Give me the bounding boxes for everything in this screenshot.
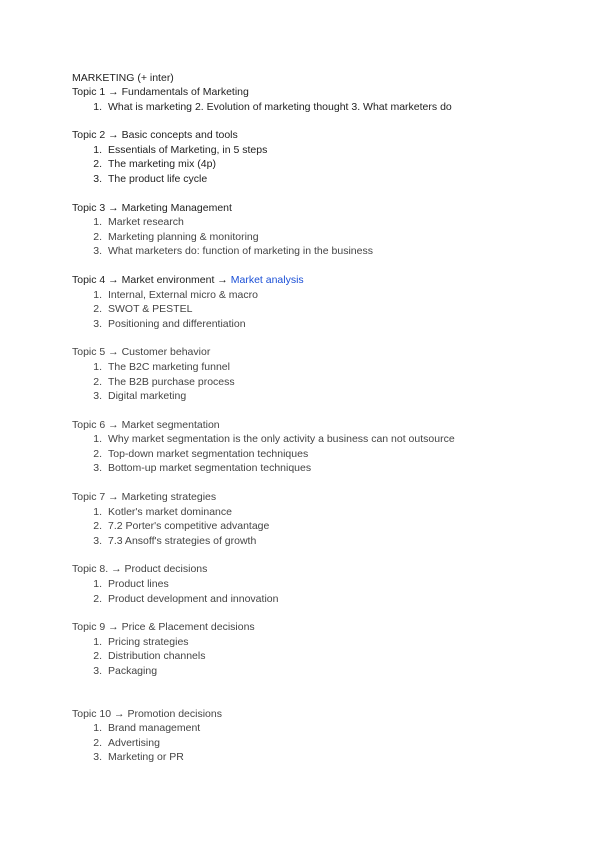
list-item-text: Product lines — [108, 578, 169, 591]
list-item: 3. Positioning and differentiation — [93, 317, 246, 330]
document-title: MARKETING (+ inter) — [72, 72, 174, 84]
topic-9 — [72, 620, 552, 678]
list-item: 3. The product life cycle — [93, 172, 208, 185]
list-item: 2. Product development and innovation — [93, 592, 279, 605]
list-item-text: Marketing or PR — [108, 751, 184, 764]
list-item-text: Market research — [108, 216, 184, 229]
topic-4 — [72, 273, 552, 331]
topic-heading: Topic 3 → Marketing Management — [72, 201, 232, 214]
topic-2 — [72, 128, 552, 186]
list-item-text: Digital marketing — [108, 390, 187, 403]
list-item-text: 7.2 Porter's competitive advantage — [108, 520, 270, 533]
topic-list — [72, 360, 552, 404]
list-item: 3. Digital marketing — [93, 390, 187, 403]
list-item: 1. Brand management — [93, 722, 201, 735]
list-item-text: Bottom-up market segmentation techniques — [108, 462, 312, 475]
list-item-text: Advertising — [108, 736, 160, 749]
list-item: 1. Product lines — [93, 578, 169, 591]
list-item-text: What marketers do: function of marketing in the business — [108, 245, 373, 258]
topic-7 — [72, 490, 552, 548]
list-item: 1. Essentials of Marketing, in 5 steps — [93, 143, 268, 156]
list-item: 2. Top-down market segmentation techniques — [93, 447, 309, 460]
list-item-text: What is marketing 2. Evolution of marketing thought 3. What marketers do — [108, 100, 452, 113]
list-item: 1. The B2C marketing funnel — [93, 360, 230, 373]
list-item: 1. Market research — [93, 216, 184, 229]
list-item: 1. Kotler's market dominance — [93, 505, 232, 518]
list-item-text: Why market segmentation is the only activity a business can not outsource — [108, 433, 455, 446]
list-item: 2. The B2B purchase process — [93, 375, 235, 388]
list-item-text: Distribution channels — [108, 650, 206, 663]
topic-heading: Topic 6 → Market segmentation — [72, 418, 220, 431]
list-item-text: Brand management — [108, 722, 201, 735]
list-item: 3. 7.3 Ansoff's strategies of growth — [93, 534, 257, 547]
topic-heading: Topic 9 → Price & Placement decisions — [72, 621, 255, 634]
topic-1 — [72, 85, 552, 114]
topic-heading: Topic 2 → Basic concepts and tools — [72, 129, 238, 142]
topic-heading: Topic 1 → Fundamentals of Marketing — [72, 86, 249, 98]
topic-10 — [72, 707, 552, 765]
topic-list — [72, 215, 552, 259]
topic-heading — [72, 273, 552, 288]
list-item-text: Top-down market segmentation techniques — [108, 447, 309, 460]
list-item: 2. The marketing mix (4p) — [93, 158, 216, 171]
topic-3 — [72, 201, 552, 259]
list-item: 2. Advertising — [93, 736, 160, 749]
topic-list — [72, 100, 552, 115]
list-item-text: Kotler's market dominance — [108, 505, 232, 518]
topic-8 — [72, 562, 552, 606]
topic-list — [72, 432, 552, 476]
topic-list — [72, 577, 552, 606]
topic-list — [72, 505, 552, 549]
topic-heading: Topic 10 → Promotion decisions — [72, 707, 222, 720]
list-item: 3. Bottom-up market segmentation techniques — [93, 462, 312, 475]
topic-list — [72, 143, 552, 187]
list-item: 3. Marketing or PR — [93, 751, 184, 764]
list-item: 2. Marketing planning & monitoring — [93, 230, 259, 243]
topic-6 — [72, 418, 552, 476]
list-item-text: The product life cycle — [108, 172, 208, 185]
list-item: 1. Why market segmentation is the only activity a business can not outsource — [93, 433, 455, 446]
topic-heading: Topic 7 → Marketing strategies — [72, 491, 217, 504]
list-item: 3. Packaging — [93, 665, 158, 677]
topic-heading-text: Topic 4 → Market environment → — [72, 273, 231, 286]
topic-list — [72, 288, 552, 332]
list-item-text: The marketing mix (4p) — [108, 158, 216, 171]
topic-list — [72, 721, 552, 765]
list-item-text: The B2B purchase process — [108, 375, 235, 388]
list-item-text: The B2C marketing funnel — [108, 360, 230, 373]
topic-list — [72, 635, 552, 679]
list-item-text: 7.3 Ansoff's strategies of growth — [108, 534, 257, 547]
list-item-text: Positioning and differentiation — [108, 317, 246, 330]
list-item: 1. What is marketing 2. Evolution of marketing thought 3. What marketers do — [93, 100, 452, 113]
list-item-text: Internal, External micro & macro — [108, 288, 258, 301]
list-item: 2. SWOT & PESTEL — [93, 303, 193, 316]
list-item: 1. Pricing strategies — [93, 635, 189, 648]
list-item: 3. What marketers do: function of marketing in the business — [93, 245, 373, 258]
document-page — [72, 71, 552, 779]
list-item: 2. Distribution channels — [93, 650, 206, 663]
list-item: 2. 7.2 Porter's competitive advantage — [93, 520, 270, 533]
list-item-text: Product development and innovation — [108, 592, 279, 605]
list-item-text: Marketing planning & monitoring — [108, 230, 259, 243]
list-item-text: SWOT & PESTEL — [108, 303, 193, 316]
list-item-text: Pricing strategies — [108, 635, 189, 648]
topic-heading: Topic 8. → Product decisions — [72, 563, 208, 576]
market-analysis-link[interactable]: Market analysis — [230, 273, 304, 286]
topic-heading: Topic 5 → Customer behavior — [72, 346, 211, 359]
list-item-text: Essentials of Marketing, in 5 steps — [108, 143, 268, 156]
list-item: 1. Internal, External micro & macro — [93, 288, 258, 301]
topic-5 — [72, 345, 552, 403]
list-item-text: Packaging — [108, 665, 158, 677]
